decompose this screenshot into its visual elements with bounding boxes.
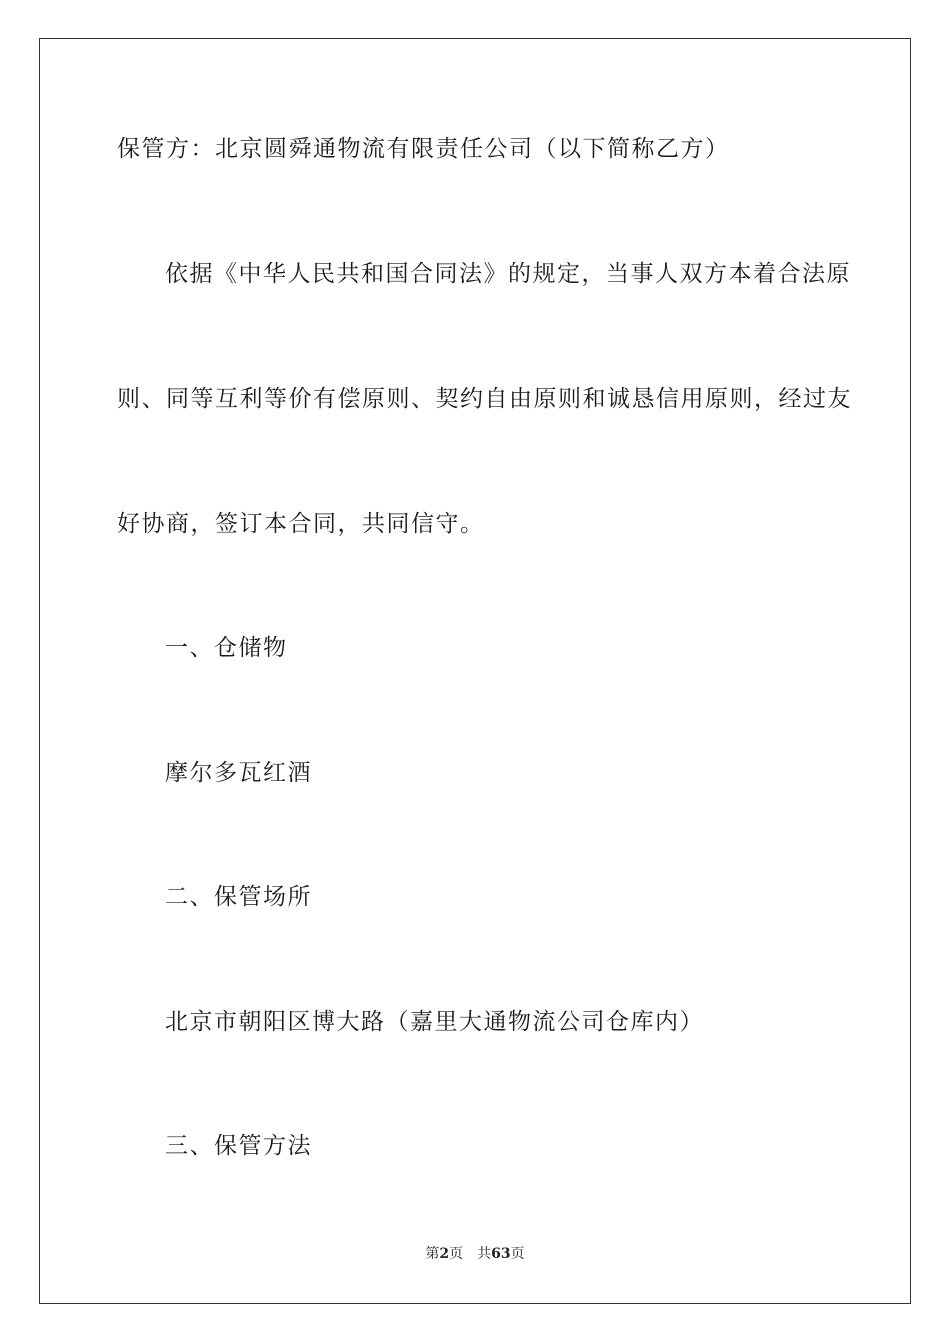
section-heading-2: 二、保管场所 — [165, 884, 312, 910]
page-border — [39, 38, 911, 1304]
page-number: 2 — [439, 1246, 450, 1262]
intro-line-1: 依据《中华人民共和国合同法》的规定，当事人双方本着合法原 — [165, 261, 851, 287]
intro-line-2: 则、同等互利等价有偿原则、契约自由原则和诚恳信用原则，经过友 — [117, 386, 852, 412]
section-heading-3: 三、保管方法 — [165, 1133, 312, 1159]
section-content-2: 北京市朝阳区博大路（嘉里大通物流公司仓库内） — [165, 1009, 704, 1035]
page-prefix: 第 — [425, 1246, 440, 1262]
total-suffix: 页 — [510, 1246, 525, 1262]
page-suffix: 页 — [449, 1246, 464, 1262]
total-pages: 63 — [491, 1246, 511, 1262]
custodian-line: 保管方：北京圆舜通物流有限责任公司（以下简称乙方） — [117, 136, 730, 162]
total-prefix: 共 — [477, 1246, 492, 1262]
section-heading-1: 一、仓储物 — [165, 635, 288, 661]
page-footer — [0, 1245, 950, 1263]
intro-line-3: 好协商，签订本合同，共同信守。 — [117, 511, 485, 537]
section-content-1: 摩尔多瓦红酒 — [165, 760, 312, 786]
